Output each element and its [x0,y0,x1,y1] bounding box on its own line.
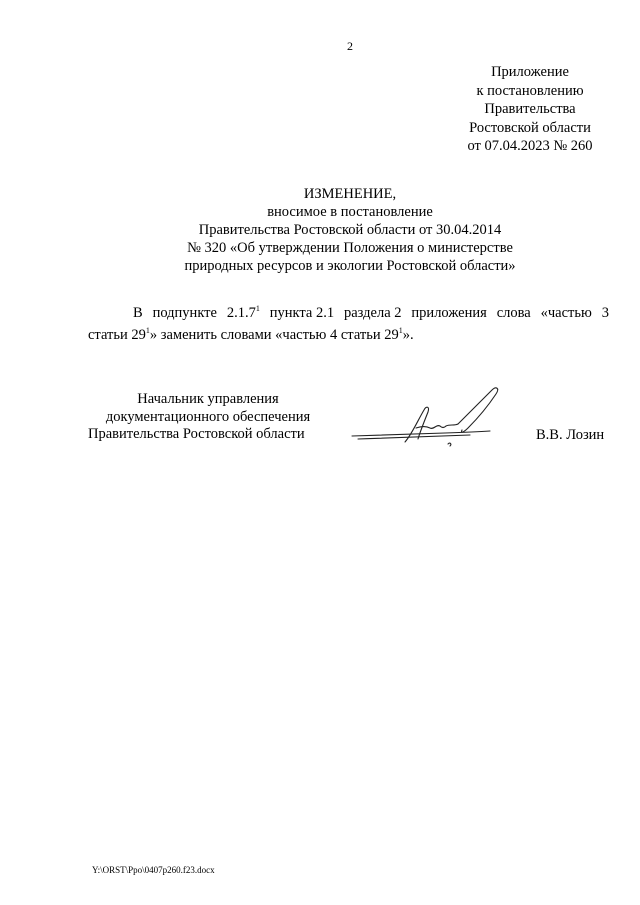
appendix-block [430,63,630,156]
page-number: 2 [347,39,353,53]
appendix-line: к постановлению [476,82,584,99]
footer-file-path: Y:\ORST\Ppo\0407p260.f23.docx [92,865,215,875]
body-word: «частью [540,305,592,321]
signer-position-line: документационного обеспечения [105,408,311,425]
body-line-2: статьи $29^1$» заменить словами «частью 4 статьи $29^1$». [88,326,414,343]
body-word: пункта 2.1 [269,305,335,321]
handwritten-signature [350,384,510,454]
signature-block [88,391,328,444]
appendix-line: Ростовской области [469,119,591,136]
signer-name: В.В. Лозин [536,427,605,443]
body-word: раздела 2 [344,305,402,321]
body-word-with-sup: 2.1.7$^1$ [226,304,260,321]
body-word: приложения [411,305,487,321]
title-line: № 320 «Об утверждении Положения о министерстве [187,240,513,256]
title-heading: ИЗМЕНЕНИЕ, [303,186,397,202]
body-word: подпункте [152,305,217,321]
body-word: 3 [601,305,609,321]
signer-position-line: Начальник управления [137,391,279,407]
appendix-line: Правительства [484,101,576,117]
body-paragraph [88,302,609,346]
body-word: В [133,305,143,321]
body-word: слова [496,305,531,321]
signer-position-line: Правительства Ростовской области [88,426,305,442]
body-line-1 [88,302,609,324]
appendix-line: Приложение [491,64,569,80]
appendix-line: от 07.04.2023 № 260 [467,138,593,154]
document-title [100,185,600,275]
title-line: вносимое в постановление [267,204,433,220]
title-line: природных ресурсов и экологии Ростовской области» [184,258,516,274]
title-line: Правительства Ростовской области от 30.04.2014 [198,222,502,238]
